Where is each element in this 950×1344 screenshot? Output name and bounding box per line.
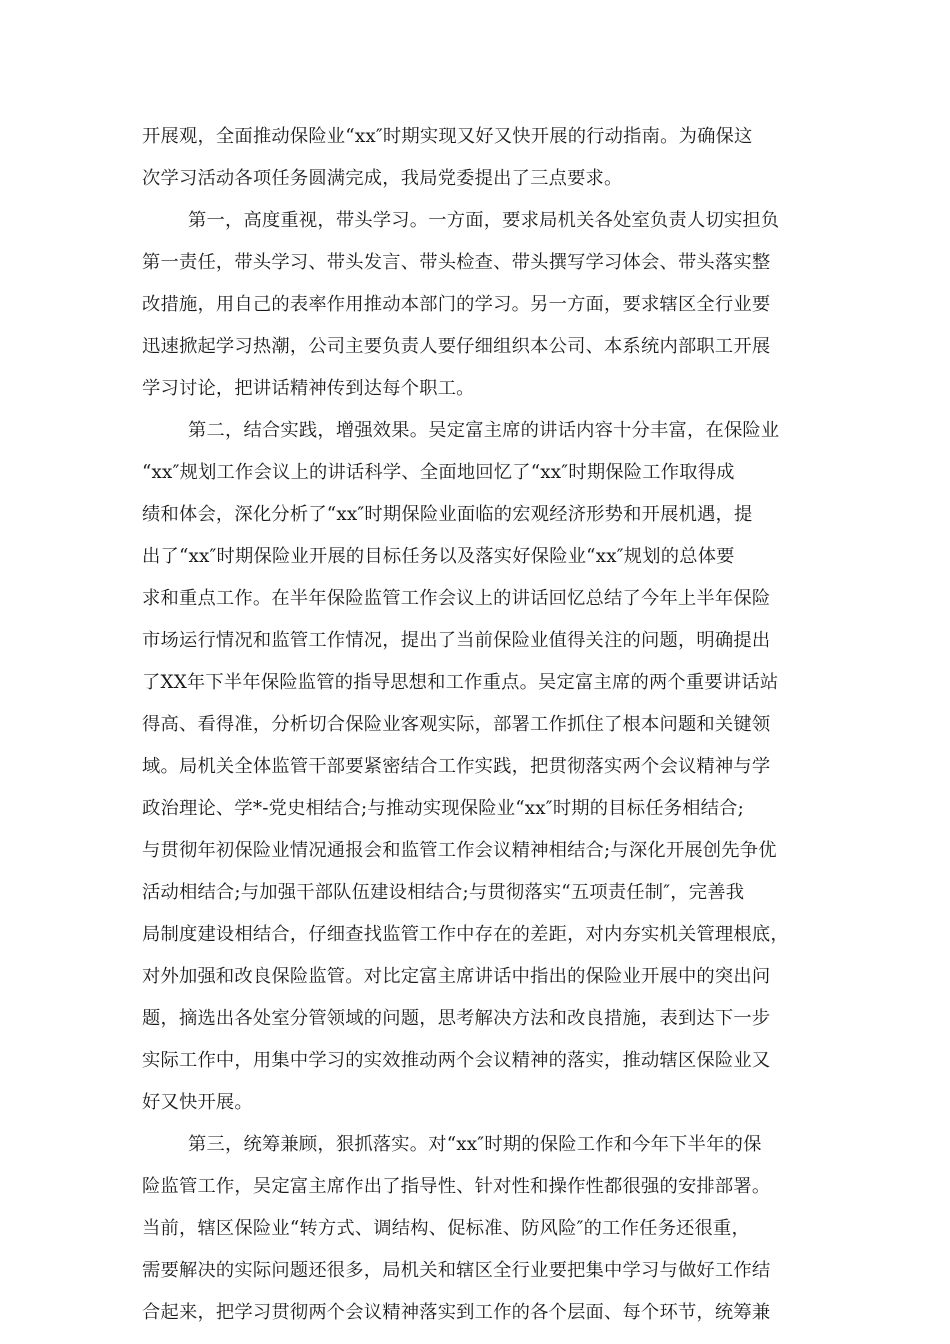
text-line: 了XX年下半年保险监管的指导思想和工作重点。吴定富主席的两个重要讲话站 (142, 672, 779, 693)
text-line: 合起来，把学习贯彻两个会议精神落实到工作的各个层面、每个环节，统筹兼 (142, 1302, 771, 1323)
text-line: 改措施，用自己的表率作用推动本部门的学习。另一方面，要求辖区全行业要 (142, 294, 771, 315)
text-line: 题，摘选出各处室分管领域的问题，思考解决方法和改良措施，表到达下一步 (142, 1008, 771, 1029)
text-line: 次学习活动各项任务圆满完成，我局党委提出了三点要求。 (142, 168, 623, 189)
text-line: 迅速掀起学习热潮，公司主要负责人要仔细组织本公司、本系统内部职工开展 (142, 336, 771, 357)
text-line: 得高、看得准，分析切合保险业客观实际，部署工作抓住了根本问题和关键领 (142, 714, 771, 735)
text-line: 绩和体会，深化分析了“xx″时期保险业面临的宏观经济形势和开展机遇，提 (142, 504, 753, 525)
text-line: “xx″规划工作会议上的讲话科学、全面地回忆了“xx″时期保险工作取得成 (142, 462, 735, 483)
body-text (142, 116, 806, 1334)
text-line: 政治理论、学*-党史相结合;与推动实现保险业“xx″时期的目标任务相结合; (142, 798, 744, 819)
text-line: 求和重点工作。在半年保险监管工作会议上的讲话回忆总结了今年上半年保险 (142, 588, 771, 609)
text-line: 实际工作中，用集中学习的实效推动两个会议精神的落实，推动辖区保险业又 (142, 1050, 771, 1071)
text-line: 需要解决的实际问题还很多，局机关和辖区全行业要把集中学习与做好工作结 (142, 1260, 771, 1281)
text-line: 域。局机关全体监管干部要紧密结合工作实践，把贯彻落实两个会议精神与学 (142, 756, 771, 777)
paragraph-first-line: 第二，结合实践，增强效果。吴定富主席的讲话内容十分丰富，在保险业 (188, 420, 780, 441)
text-line: 与贯彻年初保险业情况通报会和监管工作会议精神相结合;与深化开展创先争优 (142, 840, 777, 861)
paragraph-first-line: 第一，高度重视，带头学习。一方面，要求局机关各处室负责人切实担负 (188, 210, 780, 231)
paragraph-first-line: 第三，统筹兼顾，狠抓落实。对“xx″时期的保险工作和今年下半年的保 (188, 1134, 762, 1155)
text-line: 当前，辖区保险业“转方式、调结构、促标准、防风险″的工作任务还很重， (142, 1218, 750, 1239)
text-line: 学习讨论，把讲话精神传到达每个职工。 (142, 378, 475, 399)
text-line: 活动相结合;与加强干部队伍建设相结合;与贯彻落实“五项责任制″，完善我 (142, 882, 745, 903)
text-line: 出了“xx″时期保险业开展的目标任务以及落实好保险业“xx″规划的总体要 (142, 546, 735, 567)
text-line: 对外加强和改良保险监管。对比定富主席讲话中指出的保险业开展中的突出问 (142, 966, 771, 987)
text-line: 局制度建设相结合，仔细查找监管工作中存在的差距，对内夯实机关管理根底， (142, 924, 789, 945)
text-line: 险监管工作，吴定富主席作出了指导性、针对性和操作性都很强的安排部署。 (142, 1176, 771, 1197)
text-line: 市场运行情况和监管工作情况，提出了当前保险业值得关注的问题，明确提出 (142, 630, 771, 651)
text-line: 第一责任，带头学习、带头发言、带头检查、带头撰写学习体会、带头落实整 (142, 252, 771, 273)
text-line: 开展观，全面推动保险业“xx″时期实现又好又快开展的行动指南。为确保这 (142, 126, 753, 147)
text-line: 好又快开展。 (142, 1092, 253, 1113)
